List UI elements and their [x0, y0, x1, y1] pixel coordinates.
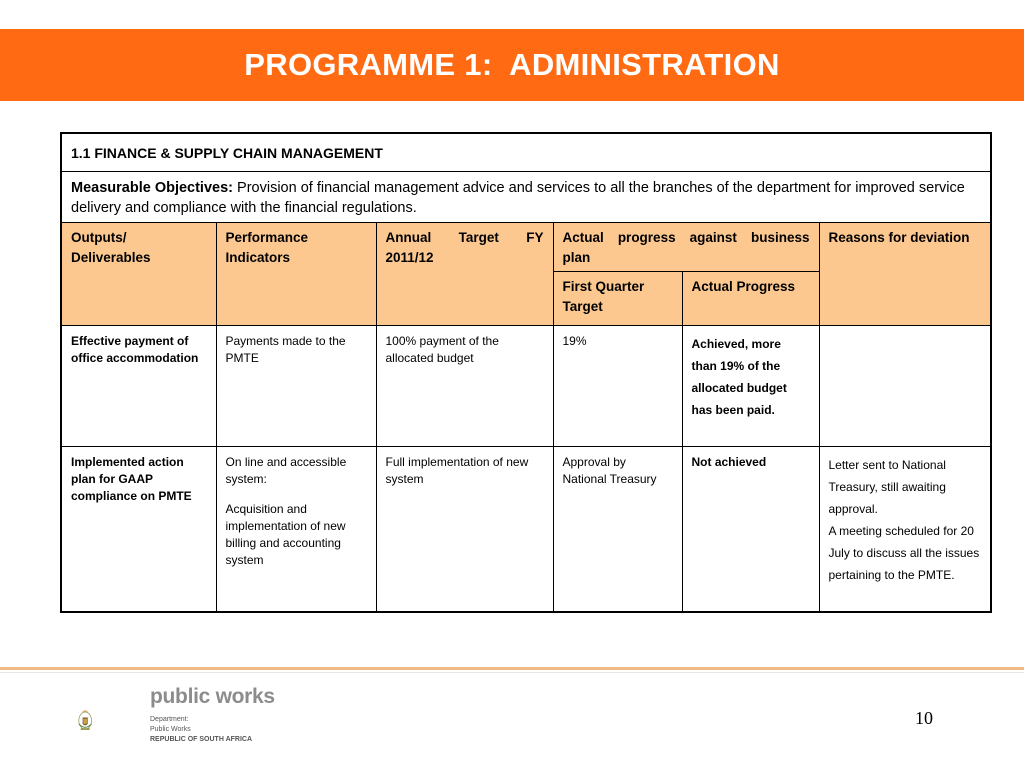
page-title: PROGRAMME 1: ADMINISTRATION [244, 47, 780, 82]
title-banner [0, 29, 1024, 101]
logo-line-republic: REPUBLIC OF SOUTH AFRICA [150, 736, 253, 743]
footer-rule [0, 667, 1024, 670]
row1-annual-target: 100% payment of the allocated budget [376, 325, 553, 446]
finance-table-wrapper [60, 132, 990, 613]
department-logo-name: public works [150, 685, 275, 708]
row2-output: Implemented action plan for GAAP compliance on PMTE [61, 446, 216, 612]
row1-actual: Achieved, more than 19% of the allocated budget has been paid. [682, 325, 819, 446]
row1-first-quarter: 19% [553, 325, 682, 446]
row2-actual: Not achieved [682, 446, 819, 612]
row2-reason-part2: A meeting scheduled for 20 July to discuss all the issues pertaining to the PMTE. [828, 523, 980, 582]
header-actual-progress-group [553, 222, 819, 271]
coat-of-arms-icon [75, 682, 145, 758]
header-actual-progress-line2: plan [562, 249, 591, 265]
row2-first-quarter: Approval by National Treasury [553, 446, 682, 612]
finance-table [60, 132, 992, 613]
section-title: 1.1 FINANCE & SUPPLY CHAIN MANAGEMENT [61, 133, 991, 171]
table-row [61, 325, 991, 446]
header-annual-target-line2: 2011/12 [385, 249, 434, 265]
table-row [61, 446, 991, 612]
row2-indicator-part2: Acquisition and implementation of new billing and accounting system [225, 501, 346, 567]
header-outputs: Outputs/ Deliverables [61, 222, 216, 325]
footer-rule-thin [0, 672, 1024, 673]
row2-reason-part1: Letter sent to National Treasury, still awaiting approval. [828, 457, 946, 516]
logo-line-public-works: Public Works [150, 726, 191, 733]
row2-indicator-part1: On line and accessible system: [225, 454, 347, 486]
row2-annual-target: Full implementation of new system [376, 446, 553, 612]
header-indicators: Performance Indicators [216, 222, 376, 325]
row2-reason [819, 446, 991, 612]
page-number: 10 [915, 708, 933, 728]
header-annual-target [376, 222, 553, 325]
header-actual-progress-line1: Actual progress against business [562, 229, 810, 245]
row1-reason [819, 325, 991, 446]
row1-indicator: Payments made to the PMTE [216, 325, 376, 446]
header-reasons: Reasons for deviation [819, 222, 991, 325]
objective-text: Provision of financial management advice and services to all the branches of the department for improved service delivery and compliance with the financial regulations. [71, 179, 965, 216]
logo-line-department: Department: [150, 716, 189, 723]
row2-indicator [216, 446, 376, 612]
row1-output: Effective payment of office accommodation [61, 325, 216, 446]
header-actual: Actual Progress [682, 271, 819, 325]
header-annual-target-line1: Annual Target FY [385, 229, 544, 245]
header-first-quarter: First Quarter Target [553, 271, 682, 325]
measurable-objectives [61, 171, 991, 222]
objective-label: Measurable Objectives: [71, 179, 233, 196]
